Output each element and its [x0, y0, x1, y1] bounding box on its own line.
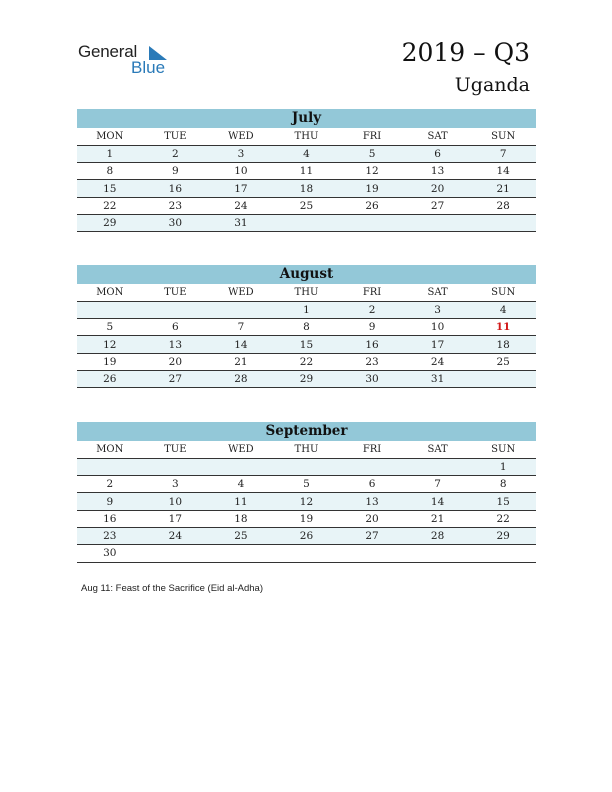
day-cell: 29: [470, 527, 536, 544]
day-cell: [470, 545, 536, 562]
week-row: [77, 493, 536, 510]
day-cell: [405, 214, 471, 231]
day-cell: 2: [77, 476, 143, 493]
day-cell: 5: [77, 319, 143, 336]
weekday-label: SAT: [405, 284, 471, 301]
day-cell: 1: [470, 458, 536, 475]
day-cell: 19: [339, 180, 405, 197]
day-cell: [274, 458, 340, 475]
day-cell: 31: [405, 370, 471, 387]
weekday-label: SUN: [470, 441, 536, 458]
day-cell: 20: [143, 353, 209, 370]
weekday-label: FRI: [339, 441, 405, 458]
week-row: [77, 370, 536, 387]
day-cell: 19: [77, 353, 143, 370]
weekday-label: SUN: [470, 128, 536, 145]
day-cell: 16: [77, 510, 143, 527]
day-cell: [339, 214, 405, 231]
day-cell: 25: [274, 197, 340, 214]
day-cell: 12: [339, 163, 405, 180]
day-cell: 26: [339, 197, 405, 214]
day-cell: 25: [208, 527, 274, 544]
day-cell: 30: [143, 214, 209, 231]
week-row: [77, 353, 536, 370]
holiday-note: Aug 11: Feast of the Sacrifice (Eid al-Adha): [81, 583, 263, 594]
weekday-row: [77, 284, 536, 301]
weekday-label: TUE: [143, 441, 209, 458]
weekday-label: THU: [274, 128, 340, 145]
month-july: [77, 109, 536, 232]
day-cell: 18: [274, 180, 340, 197]
day-cell: 5: [274, 476, 340, 493]
weekday-label: TUE: [143, 284, 209, 301]
day-cell: 3: [405, 301, 471, 318]
week-row: [77, 336, 536, 353]
day-cell: 16: [143, 180, 209, 197]
day-cell: 23: [143, 197, 209, 214]
day-cell: 10: [143, 493, 209, 510]
day-cell: 16: [339, 336, 405, 353]
week-row: [77, 319, 536, 336]
weekday-label: MON: [77, 284, 143, 301]
weekday-label: THU: [274, 284, 340, 301]
day-cell: 12: [77, 336, 143, 353]
day-cell: 27: [143, 370, 209, 387]
day-cell: 28: [405, 527, 471, 544]
day-cell: 6: [339, 476, 405, 493]
day-cell: 2: [143, 145, 209, 162]
day-cell: 28: [208, 370, 274, 387]
day-cell: 15: [77, 180, 143, 197]
day-cell: 5: [339, 145, 405, 162]
day-cell: 9: [143, 163, 209, 180]
day-cell: [208, 301, 274, 318]
day-cell: 26: [77, 370, 143, 387]
day-cell: 15: [274, 336, 340, 353]
weekday-label: SUN: [470, 284, 536, 301]
weekday-row: [77, 441, 536, 458]
day-cell: 22: [77, 197, 143, 214]
day-cell: 9: [77, 493, 143, 510]
logo-general-text: General: [78, 42, 138, 61]
day-cell: 31: [208, 214, 274, 231]
page-title: 2019 – Q3: [401, 38, 530, 67]
day-cell: 10: [208, 163, 274, 180]
day-cell: 1: [77, 145, 143, 162]
day-cell: 7: [470, 145, 536, 162]
day-cell: 6: [143, 319, 209, 336]
week-row: [77, 145, 536, 162]
day-cell: 24: [143, 527, 209, 544]
day-cell: 14: [208, 336, 274, 353]
day-cell: 23: [77, 527, 143, 544]
day-cell: 21: [208, 353, 274, 370]
day-cell: 23: [339, 353, 405, 370]
day-cell: [274, 214, 340, 231]
day-cell: [77, 458, 143, 475]
day-cell: [405, 458, 471, 475]
day-cell: 13: [339, 493, 405, 510]
weekday-label: WED: [208, 128, 274, 145]
day-cell: 10: [405, 319, 471, 336]
day-cell: [143, 301, 209, 318]
week-row: [77, 527, 536, 544]
day-cell: 1: [274, 301, 340, 318]
day-cell: 6: [405, 145, 471, 162]
week-row: [77, 214, 536, 231]
weekday-label: FRI: [339, 128, 405, 145]
day-cell: 18: [470, 336, 536, 353]
day-cell: 21: [405, 510, 471, 527]
day-cell: 25: [470, 353, 536, 370]
day-cell: 20: [339, 510, 405, 527]
day-cell: [143, 458, 209, 475]
weekday-label: MON: [77, 128, 143, 145]
day-cell: 29: [274, 370, 340, 387]
day-cell: 28: [470, 197, 536, 214]
day-cell: [143, 545, 209, 562]
month-grid: [77, 441, 536, 563]
weekday-label: WED: [208, 441, 274, 458]
day-cell: 11: [208, 493, 274, 510]
day-cell: 21: [470, 180, 536, 197]
day-cell: 18: [208, 510, 274, 527]
day-cell: 26: [274, 527, 340, 544]
day-cell: 7: [405, 476, 471, 493]
week-row: [77, 163, 536, 180]
country-name: Uganda: [454, 74, 530, 96]
day-cell: 13: [143, 336, 209, 353]
day-cell: 14: [470, 163, 536, 180]
month-august: [77, 265, 536, 388]
day-cell: 8: [470, 476, 536, 493]
week-row: [77, 197, 536, 214]
day-cell: 22: [470, 510, 536, 527]
day-cell: [208, 458, 274, 475]
week-row: [77, 458, 536, 475]
day-cell: 9: [339, 319, 405, 336]
day-cell: 30: [339, 370, 405, 387]
logo: [78, 42, 178, 82]
day-cell: 30: [77, 545, 143, 562]
day-cell: 17: [405, 336, 471, 353]
week-row: [77, 510, 536, 527]
weekday-label: SAT: [405, 128, 471, 145]
day-cell: 19: [274, 510, 340, 527]
day-cell: 17: [208, 180, 274, 197]
day-cell: 4: [470, 301, 536, 318]
day-cell: 24: [405, 353, 471, 370]
day-cell: [274, 545, 340, 562]
month-header: September: [77, 422, 536, 441]
day-cell: 14: [405, 493, 471, 510]
day-cell: [77, 301, 143, 318]
month-grid: [77, 128, 536, 232]
weekday-label: FRI: [339, 284, 405, 301]
day-cell: 3: [208, 145, 274, 162]
day-cell: 2: [339, 301, 405, 318]
day-cell: 8: [274, 319, 340, 336]
logo-blue-text: Blue: [131, 58, 166, 77]
month-header: July: [77, 109, 536, 128]
day-cell: 7: [208, 319, 274, 336]
day-cell: 15: [470, 493, 536, 510]
week-row: [77, 301, 536, 318]
day-cell: 8: [77, 163, 143, 180]
day-cell: 12: [274, 493, 340, 510]
month-september: [77, 422, 536, 563]
day-cell: [470, 214, 536, 231]
day-cell: 29: [77, 214, 143, 231]
day-cell: [339, 458, 405, 475]
day-cell: 4: [208, 476, 274, 493]
day-cell: [339, 545, 405, 562]
weekday-row: [77, 128, 536, 145]
day-cell: 3: [143, 476, 209, 493]
month-header: August: [77, 265, 536, 284]
week-row: [77, 545, 536, 562]
month-grid: [77, 284, 536, 388]
day-cell: 4: [274, 145, 340, 162]
day-cell: 20: [405, 180, 471, 197]
week-row: [77, 180, 536, 197]
day-cell: [405, 545, 471, 562]
day-cell: 11: [470, 319, 536, 336]
weekday-label: MON: [77, 441, 143, 458]
day-cell: 11: [274, 163, 340, 180]
day-cell: [208, 545, 274, 562]
day-cell: 27: [405, 197, 471, 214]
day-cell: [470, 370, 536, 387]
day-cell: 24: [208, 197, 274, 214]
weekday-label: WED: [208, 284, 274, 301]
weekday-label: THU: [274, 441, 340, 458]
week-row: [77, 476, 536, 493]
day-cell: 27: [339, 527, 405, 544]
weekday-label: TUE: [143, 128, 209, 145]
weekday-label: SAT: [405, 441, 471, 458]
day-cell: 13: [405, 163, 471, 180]
day-cell: 17: [143, 510, 209, 527]
day-cell: 22: [274, 353, 340, 370]
